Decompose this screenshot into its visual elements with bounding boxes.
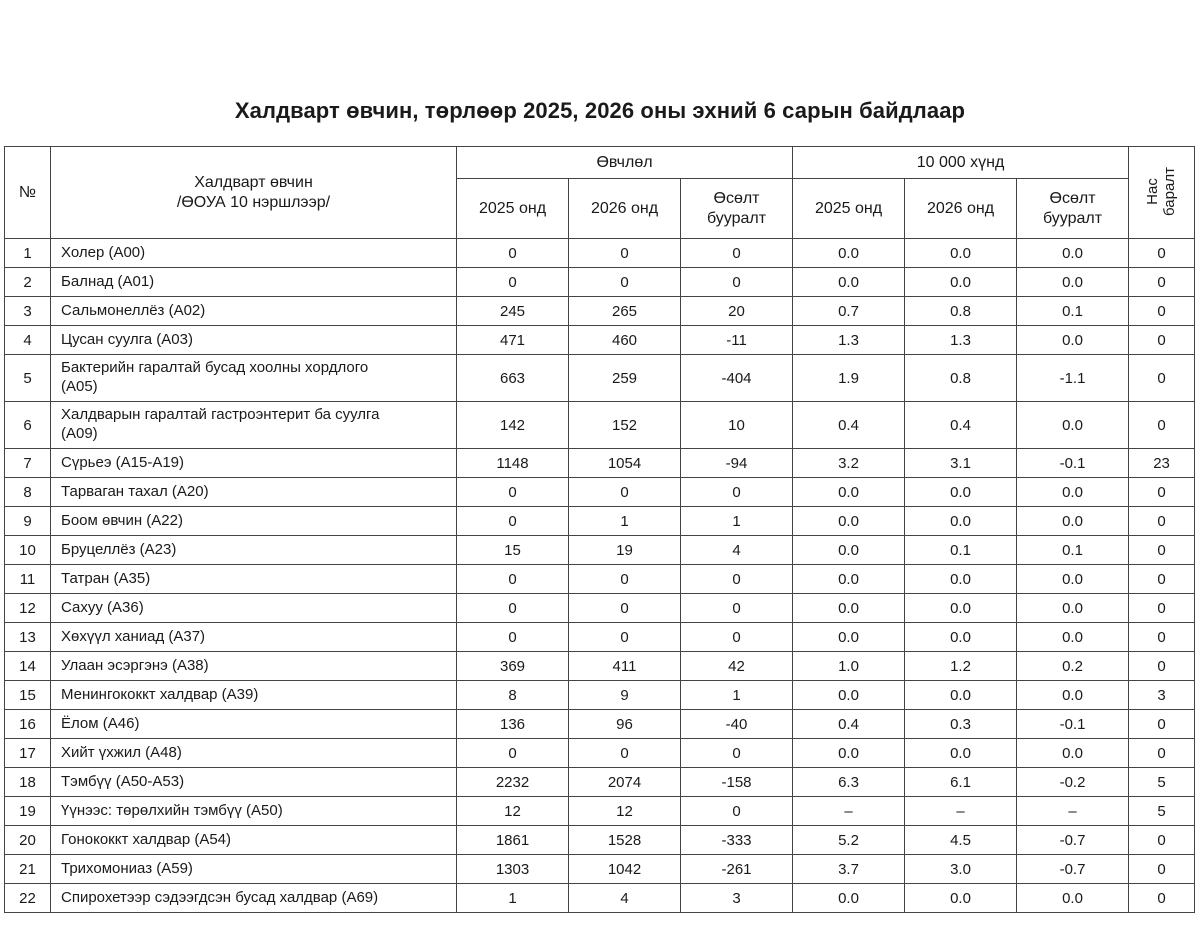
cell-disease-name: Цусан суулга (А03) <box>51 326 457 355</box>
cell-cases-2025: 0 <box>457 507 569 536</box>
cell-rate-2025: 0.0 <box>793 565 905 594</box>
cell-rate-2026: 3.1 <box>905 449 1017 478</box>
cell-cases-2026: 2074 <box>569 768 681 797</box>
table-row <box>5 681 1195 710</box>
cell-cases-2026: 4 <box>569 884 681 913</box>
cell-cases-2025: 15 <box>457 536 569 565</box>
cell-rate-2025: 0.0 <box>793 239 905 268</box>
table-row <box>5 326 1195 355</box>
cell-cases-change: 0 <box>681 739 793 768</box>
cell-disease-name: Татран (А35) <box>51 565 457 594</box>
cell-rate-2025: 3.2 <box>793 449 905 478</box>
cell-rate-change: – <box>1017 797 1129 826</box>
infectious-disease-table <box>4 146 1195 913</box>
cell-rate-2026: 0.0 <box>905 623 1017 652</box>
cell-deaths: 0 <box>1129 297 1195 326</box>
table-row <box>5 507 1195 536</box>
cell-no: 7 <box>5 449 51 478</box>
cell-deaths: 0 <box>1129 594 1195 623</box>
cell-cases-2025: 245 <box>457 297 569 326</box>
table-row <box>5 594 1195 623</box>
table-row <box>5 826 1195 855</box>
table-row <box>5 239 1195 268</box>
cell-deaths: 0 <box>1129 268 1195 297</box>
cell-cases-2026: 9 <box>569 681 681 710</box>
col-header-cases-change: Өсөлт бууралт <box>681 179 793 239</box>
cell-rate-2026: 0.8 <box>905 355 1017 402</box>
table-header <box>5 147 1195 239</box>
cell-cases-2026: 0 <box>569 268 681 297</box>
cell-cases-2025: 0 <box>457 565 569 594</box>
cell-rate-change: 0.1 <box>1017 536 1129 565</box>
cell-no: 19 <box>5 797 51 826</box>
cell-disease-name: Бактерийн гаралтай бусад хоолны хордлого (А05) <box>51 355 457 402</box>
cell-rate-2025: 0.4 <box>793 402 905 449</box>
table-row <box>5 710 1195 739</box>
cell-deaths: 0 <box>1129 710 1195 739</box>
cell-rate-2025: 0.0 <box>793 536 905 565</box>
group-header-morbidity: Өвчлөл <box>457 147 793 179</box>
cell-cases-2026: 0 <box>569 239 681 268</box>
cell-disease-name: Трихомониаз (А59) <box>51 855 457 884</box>
table-row <box>5 884 1195 913</box>
cell-rate-2025: 0.0 <box>793 594 905 623</box>
cell-rate-2026: 3.0 <box>905 855 1017 884</box>
cell-disease-name: Холер (А00) <box>51 239 457 268</box>
cell-rate-2025: 0.0 <box>793 268 905 297</box>
cell-cases-change: -158 <box>681 768 793 797</box>
cell-cases-change: 20 <box>681 297 793 326</box>
cell-no: 13 <box>5 623 51 652</box>
cell-cases-2026: 1528 <box>569 826 681 855</box>
col-header-cases-2025: 2025 онд <box>457 179 569 239</box>
cell-cases-2026: 460 <box>569 326 681 355</box>
cell-cases-2026: 0 <box>569 565 681 594</box>
cell-disease-name: Сахуу (А36) <box>51 594 457 623</box>
cell-deaths: 0 <box>1129 402 1195 449</box>
cell-cases-2026: 0 <box>569 594 681 623</box>
cell-cases-change: 0 <box>681 797 793 826</box>
cell-cases-change: -333 <box>681 826 793 855</box>
cell-no: 1 <box>5 239 51 268</box>
cell-cases-2025: 2232 <box>457 768 569 797</box>
cell-no: 6 <box>5 402 51 449</box>
cell-cases-2026: 96 <box>569 710 681 739</box>
col-header-rate-2025: 2025 онд <box>793 179 905 239</box>
cell-cases-2026: 19 <box>569 536 681 565</box>
cell-deaths: 23 <box>1129 449 1195 478</box>
cell-deaths: 0 <box>1129 855 1195 884</box>
cell-rate-2025: 3.7 <box>793 855 905 884</box>
cell-cases-2026: 259 <box>569 355 681 402</box>
table-row <box>5 855 1195 884</box>
cell-rate-2025: 0.0 <box>793 478 905 507</box>
cell-cases-2026: 152 <box>569 402 681 449</box>
col-header-disease-line2: /ӨОУА 10 нэршлээр/ <box>176 193 331 211</box>
table-row <box>5 449 1195 478</box>
cell-cases-2026: 0 <box>569 739 681 768</box>
group-header-per10000: 10 000 хүнд <box>793 147 1129 179</box>
cell-rate-2026: 0.0 <box>905 681 1017 710</box>
cell-deaths: 5 <box>1129 797 1195 826</box>
cell-rate-change: -0.1 <box>1017 449 1129 478</box>
col-header-deaths-label <box>1145 167 1178 216</box>
cell-cases-2026: 12 <box>569 797 681 826</box>
table-row <box>5 355 1195 402</box>
cell-disease-name: Улаан эсэргэнэ (А38) <box>51 652 457 681</box>
cell-disease-name: Балнад (А01) <box>51 268 457 297</box>
cell-disease-name: Гонококкт халдвар (А54) <box>51 826 457 855</box>
cell-no: 16 <box>5 710 51 739</box>
cell-no: 10 <box>5 536 51 565</box>
cell-deaths: 3 <box>1129 681 1195 710</box>
cell-cases-change: 0 <box>681 623 793 652</box>
cell-deaths: 0 <box>1129 478 1195 507</box>
cell-disease-name: Спирохетээр сэдээгдсэн бусад халдвар (А69) <box>51 884 457 913</box>
cell-deaths: 0 <box>1129 826 1195 855</box>
cell-cases-2025: 0 <box>457 739 569 768</box>
cell-no: 22 <box>5 884 51 913</box>
cell-rate-change: 0.0 <box>1017 268 1129 297</box>
cell-disease-name: Бруцеллёз (А23) <box>51 536 457 565</box>
col-header-rate-change: Өсөлт бууралт <box>1017 179 1129 239</box>
cell-rate-2026: – <box>905 797 1017 826</box>
cell-disease-name: Сальмонеллёз (А02) <box>51 297 457 326</box>
cell-cases-change: 0 <box>681 268 793 297</box>
table-body <box>5 239 1195 913</box>
page-title: Халдварт өвчин, төрлөөр 2025, 2026 оны эхний 6 сарын байдлаар <box>234 98 966 123</box>
cell-rate-change: 0.0 <box>1017 402 1129 449</box>
cell-rate-2026: 0.0 <box>905 739 1017 768</box>
table-row <box>5 297 1195 326</box>
col-header-disease-line1: Халдварт өвчин <box>194 173 313 191</box>
cell-rate-2026: 0.0 <box>905 239 1017 268</box>
cell-rate-change: 0.0 <box>1017 239 1129 268</box>
cell-cases-2025: 0 <box>457 594 569 623</box>
table-row <box>5 536 1195 565</box>
cell-cases-2025: 0 <box>457 268 569 297</box>
cell-rate-2025: 0.4 <box>793 710 905 739</box>
cell-rate-change: 0.0 <box>1017 326 1129 355</box>
table-row <box>5 768 1195 797</box>
cell-cases-change: -11 <box>681 326 793 355</box>
cell-deaths: 0 <box>1129 652 1195 681</box>
cell-no: 5 <box>5 355 51 402</box>
cell-cases-change: 10 <box>681 402 793 449</box>
cell-cases-2025: 1 <box>457 884 569 913</box>
cell-no: 8 <box>5 478 51 507</box>
cell-cases-2026: 1054 <box>569 449 681 478</box>
cell-cases-2026: 1042 <box>569 855 681 884</box>
col-header-deaths-line1: Нас <box>1144 178 1162 206</box>
cell-cases-2025: 1861 <box>457 826 569 855</box>
col-header-disease <box>51 147 457 239</box>
cell-rate-change: 0.0 <box>1017 884 1129 913</box>
col-header-deaths-line2: баралт <box>1160 167 1178 217</box>
cell-rate-2025: 1.3 <box>793 326 905 355</box>
cell-rate-2026: 0.0 <box>905 268 1017 297</box>
cell-no: 18 <box>5 768 51 797</box>
cell-cases-2025: 136 <box>457 710 569 739</box>
cell-rate-2026: 0.0 <box>905 507 1017 536</box>
cell-cases-2026: 1 <box>569 507 681 536</box>
cell-rate-2025: – <box>793 797 905 826</box>
cell-deaths: 0 <box>1129 507 1195 536</box>
cell-rate-change: 0.0 <box>1017 681 1129 710</box>
cell-rate-2025: 1.0 <box>793 652 905 681</box>
cell-rate-2026: 0.1 <box>905 536 1017 565</box>
table-row <box>5 623 1195 652</box>
cell-no: 14 <box>5 652 51 681</box>
cell-cases-change: 0 <box>681 594 793 623</box>
cell-rate-2025: 0.0 <box>793 884 905 913</box>
cell-cases-2026: 0 <box>569 478 681 507</box>
cell-rate-2025: 5.2 <box>793 826 905 855</box>
cell-cases-2025: 369 <box>457 652 569 681</box>
table-row <box>5 565 1195 594</box>
cell-deaths: 0 <box>1129 623 1195 652</box>
cell-cases-2025: 0 <box>457 239 569 268</box>
cell-disease-name: Боом өвчин (А22) <box>51 507 457 536</box>
cell-disease-name: Сүрьеэ (А15-А19) <box>51 449 457 478</box>
cell-rate-change: 0.0 <box>1017 594 1129 623</box>
cell-deaths: 0 <box>1129 355 1195 402</box>
cell-rate-2025: 0.0 <box>793 739 905 768</box>
cell-no: 2 <box>5 268 51 297</box>
cell-cases-change: 4 <box>681 536 793 565</box>
col-header-rate-2026: 2026 онд <box>905 179 1017 239</box>
table-row <box>5 402 1195 449</box>
cell-cases-2025: 1303 <box>457 855 569 884</box>
table-row <box>5 797 1195 826</box>
cell-cases-change: 42 <box>681 652 793 681</box>
cell-disease-name: Хийт үхжил (А48) <box>51 739 457 768</box>
table-row <box>5 652 1195 681</box>
cell-rate-change: -0.2 <box>1017 768 1129 797</box>
cell-rate-change: -1.1 <box>1017 355 1129 402</box>
cell-cases-2025: 0 <box>457 623 569 652</box>
cell-deaths: 0 <box>1129 565 1195 594</box>
cell-rate-2025: 0.0 <box>793 507 905 536</box>
cell-rate-2026: 0.8 <box>905 297 1017 326</box>
table-row <box>5 268 1195 297</box>
cell-disease-name: Үүнээс: төрөлхийн тэмбүү (А50) <box>51 797 457 826</box>
cell-no: 15 <box>5 681 51 710</box>
cell-disease-name: Ёлом (А46) <box>51 710 457 739</box>
cell-deaths: 0 <box>1129 739 1195 768</box>
table-row <box>5 478 1195 507</box>
col-header-no: № <box>5 147 51 239</box>
cell-cases-change: 3 <box>681 884 793 913</box>
cell-cases-change: 0 <box>681 478 793 507</box>
cell-rate-change: -0.1 <box>1017 710 1129 739</box>
cell-rate-change: 0.0 <box>1017 478 1129 507</box>
cell-no: 17 <box>5 739 51 768</box>
cell-rate-2026: 0.0 <box>905 594 1017 623</box>
cell-rate-2026: 0.0 <box>905 565 1017 594</box>
cell-rate-2025: 0.0 <box>793 623 905 652</box>
cell-rate-2026: 1.2 <box>905 652 1017 681</box>
cell-disease-name: Менингококкт халдвар (А39) <box>51 681 457 710</box>
cell-cases-change: 0 <box>681 565 793 594</box>
cell-cases-change: -404 <box>681 355 793 402</box>
cell-cases-change: 1 <box>681 507 793 536</box>
cell-rate-change: -0.7 <box>1017 855 1129 884</box>
cell-disease-name: Тэмбүү (А50-А53) <box>51 768 457 797</box>
col-header-deaths <box>1129 147 1195 239</box>
cell-rate-2025: 0.0 <box>793 681 905 710</box>
cell-no: 20 <box>5 826 51 855</box>
cell-disease-name: Тарваган тахал (А20) <box>51 478 457 507</box>
cell-no: 12 <box>5 594 51 623</box>
cell-no: 3 <box>5 297 51 326</box>
cell-rate-2025: 1.9 <box>793 355 905 402</box>
cell-rate-2026: 0.0 <box>905 884 1017 913</box>
cell-disease-name: Халдварын гаралтай гастроэнтерит ба суулга (А09) <box>51 402 457 449</box>
cell-rate-change: 0.0 <box>1017 739 1129 768</box>
cell-cases-2026: 411 <box>569 652 681 681</box>
cell-rate-change: 0.1 <box>1017 297 1129 326</box>
cell-cases-change: -94 <box>681 449 793 478</box>
cell-no: 21 <box>5 855 51 884</box>
cell-cases-2025: 0 <box>457 478 569 507</box>
cell-rate-change: 0.0 <box>1017 507 1129 536</box>
cell-rate-2025: 0.7 <box>793 297 905 326</box>
cell-deaths: 0 <box>1129 326 1195 355</box>
cell-rate-2026: 0.3 <box>905 710 1017 739</box>
cell-rate-2026: 6.1 <box>905 768 1017 797</box>
cell-rate-2026: 0.0 <box>905 478 1017 507</box>
cell-cases-change: -261 <box>681 855 793 884</box>
cell-rate-change: 0.2 <box>1017 652 1129 681</box>
col-header-cases-2026: 2026 онд <box>569 179 681 239</box>
cell-cases-change: 1 <box>681 681 793 710</box>
cell-cases-2025: 663 <box>457 355 569 402</box>
cell-cases-change: -40 <box>681 710 793 739</box>
cell-cases-2025: 12 <box>457 797 569 826</box>
cell-cases-2026: 265 <box>569 297 681 326</box>
cell-deaths: 5 <box>1129 768 1195 797</box>
cell-rate-change: 0.0 <box>1017 565 1129 594</box>
cell-cases-2025: 1148 <box>457 449 569 478</box>
cell-cases-change: 0 <box>681 239 793 268</box>
cell-disease-name: Хөхүүл ханиад (А37) <box>51 623 457 652</box>
cell-rate-change: 0.0 <box>1017 623 1129 652</box>
cell-no: 9 <box>5 507 51 536</box>
cell-rate-change: -0.7 <box>1017 826 1129 855</box>
cell-rate-2026: 1.3 <box>905 326 1017 355</box>
cell-no: 4 <box>5 326 51 355</box>
cell-no: 11 <box>5 565 51 594</box>
cell-rate-2025: 6.3 <box>793 768 905 797</box>
cell-cases-2025: 471 <box>457 326 569 355</box>
cell-cases-2025: 142 <box>457 402 569 449</box>
cell-deaths: 0 <box>1129 884 1195 913</box>
table-row <box>5 739 1195 768</box>
cell-rate-2026: 4.5 <box>905 826 1017 855</box>
cell-cases-2025: 8 <box>457 681 569 710</box>
cell-deaths: 0 <box>1129 239 1195 268</box>
cell-cases-2026: 0 <box>569 623 681 652</box>
cell-rate-2026: 0.4 <box>905 402 1017 449</box>
cell-deaths: 0 <box>1129 536 1195 565</box>
